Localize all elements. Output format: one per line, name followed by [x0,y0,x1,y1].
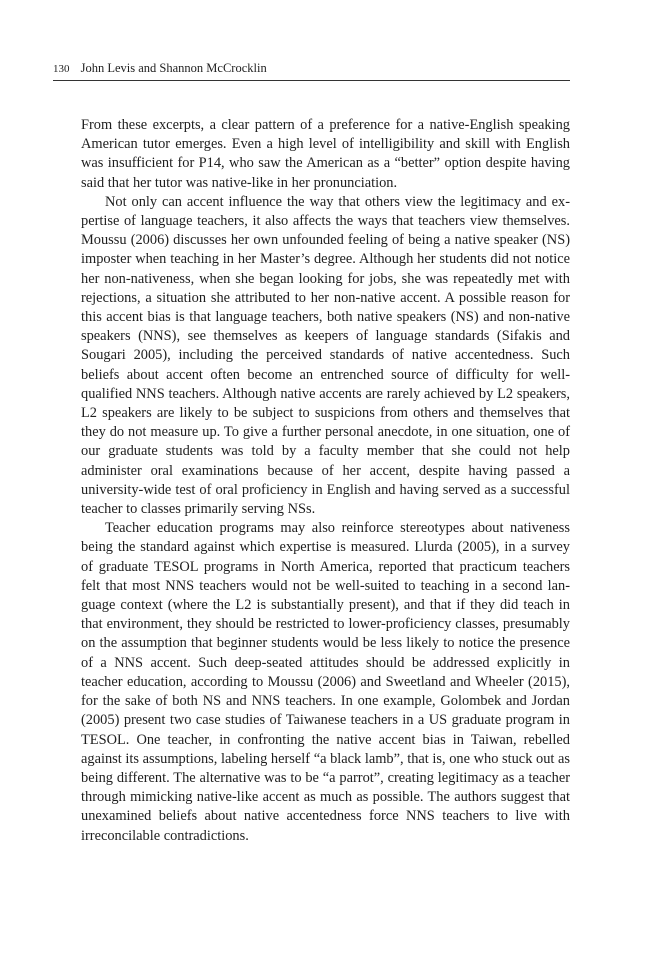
page-number: 130 [53,63,70,75]
paragraph: Teacher education programs may also reinforce stereotypes about nativeness being the standard against which expertise is measured. Llurda (2005), in a survey of graduate TESOL programs in North America, reported that practicum teachers felt that most NNS teachers would not be well-suited to teaching in a second language context (where the L2 is substantially present), and that if they did teach in that environment, they should be restricted to lower-proficiency classes, presumably on the assumption that beginner students would be less likely to notice the presence of a NNS accent. Such deep-seated attitudes should be addressed explicitly in teacher education, according to Moussu (2006) and Sweetland and Wheeler (2015), for the sake of both NS and NNS teachers. In one example, Golombek and Jordan (2005) present two case studies of Taiwanese teachers in a US graduate program in TESOL. One teacher, in confronting the native accent bias in Taiwan, rebelled against its assumptions, labeling herself “a black lamb”, that is, one who stuck out as being different. The alternative was to be “a parrot”, creating legitimacy as a teacher through mimicking native-like accent as much as possible. The authors suggest that unexamined beliefs about native accentedness force NNS teachers to live with irreconcilable contradictions. [81,520,570,844]
body-text [81,116,570,846]
paragraph: Not only can accent influence the way that others view the legitimacy and expertise of language teachers, it also affects the ways that teachers view themselves. Moussu (2006) discusses her own unfounded feeling of being a native speaker (NS) imposter when teaching in her Master’s degree. Although her students did not notice her non-nativeness, when she began looking for jobs, she was repeatedly met with rejections, a situation she attributed to her non-native accent. A possible reason for this accent bias is that language teachers, both native speakers (NS) and non-native speakers (NNS), see themselves as keepers of language standards (Sifakis and Sougari 2005), including the perceived standards of native accentedness. Such beliefs about accent often become an entrenched source of difficulty for well-qualified NNS teachers. Although native accents are rarely achieved by L2 speakers, L2 speakers are likely to be subject to suspicions from others and themselves that they do not measure up. To give a further personal anecdote, in one situation, one of our graduate students was told by a faculty member that she could not help administer oral examinations because of her accent, despite having passed a university-wide test of oral proficiency in English and having served as a successful teacher to classes primarily serving NSs. [81,193,570,518]
running-header [53,60,570,81]
paragraph: From these excerpts, a clear pattern of a preference for a native-English speaking American tutor emerges. Even a high level of intelligibility and skill with English was insufficient for P14, who saw the American as a “better” option despite having said that her tutor was native-like in her pronunciation. [81,117,570,191]
running-head-authors: John Levis and Shannon McCrocklin [80,61,267,75]
